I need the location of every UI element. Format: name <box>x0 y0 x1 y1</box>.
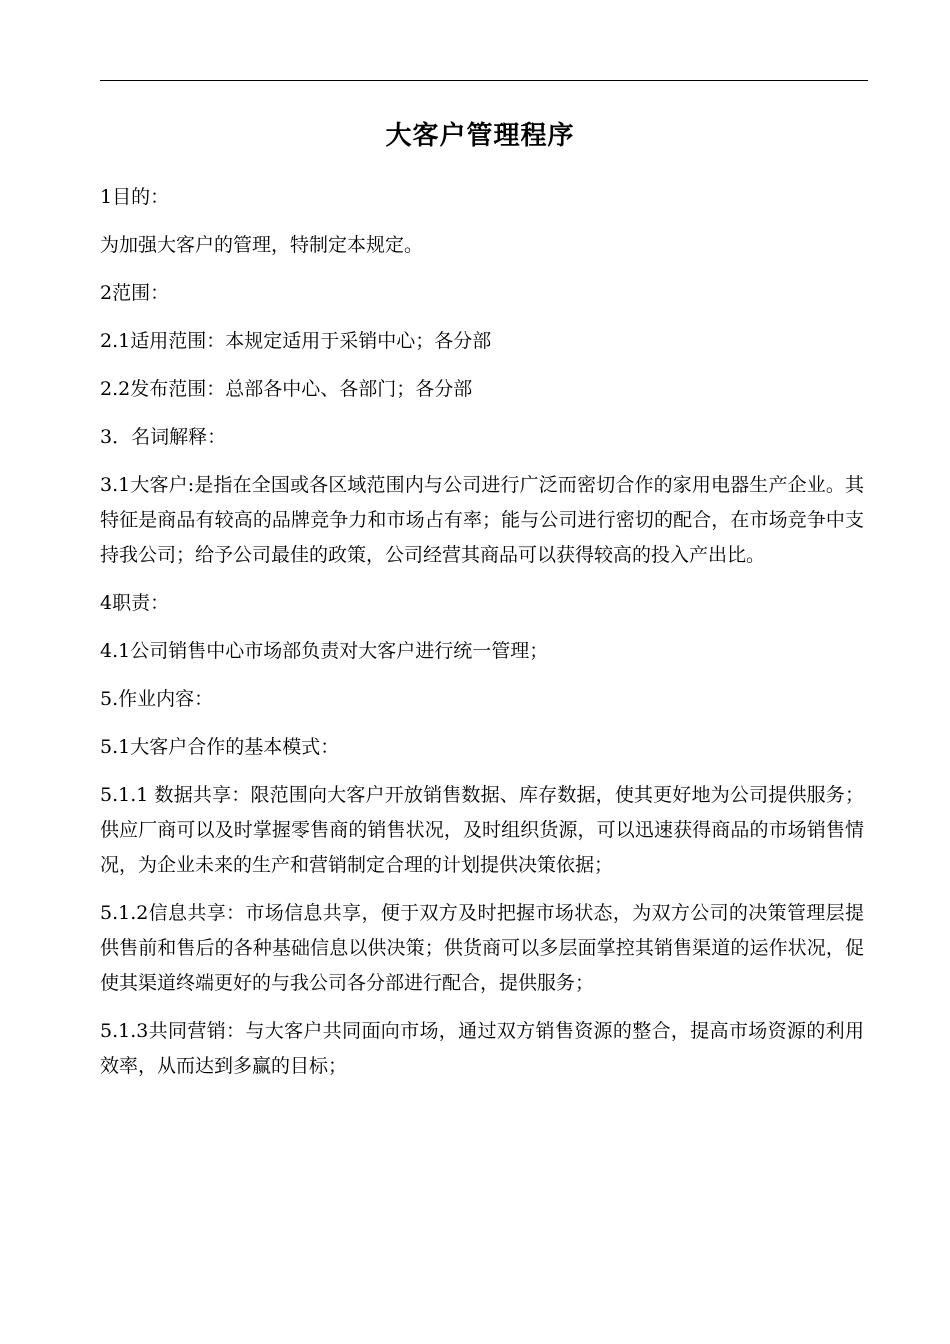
section-3-heading: 3．名词解释： <box>100 426 227 448</box>
section-4-1-text: 4.1公司销售中心市场部负责对大客户进行统一管理； <box>100 640 549 662</box>
section-5-heading: 5.作业内容： <box>100 688 214 710</box>
section-2-heading: 2范围： <box>100 282 170 304</box>
header-rule <box>100 80 868 81</box>
section-2-2-text: 2.2发布范围：总部各中心、各部门；各分部 <box>100 378 473 400</box>
document-body <box>100 180 864 1097</box>
section-2-1-text: 2.1适用范围：本规定适用于采销中心；各分部 <box>100 330 492 352</box>
section-3-1-text: 3.1大客户:是指在全国或各区域范围内与公司进行广泛而密切合作的家用电器生产企业。其特征是商品有较高的品牌竞争力和市场占有率；能与公司进行密切的配合，在市场竞争中支持我公司；给予公司最佳的政策，公司经营其商品可以获得较高的投入产出比。 <box>100 474 864 566</box>
section-5-1-3-text: 5.1.3共同营销：与大客户共同面向市场，通过双方销售资源的整合，提高市场资源的利用效率，从而达到多赢的目标； <box>100 1020 864 1077</box>
document-title: 大客户管理程序 <box>385 121 575 151</box>
section-5-1-2-text: 5.1.2信息共享：市场信息共享，便于双方及时把握市场状态，为双方公司的决策管理层提供售前和售后的各种基础信息以供决策；供货商可以多层面掌控其销售渠道的运作状况，促使其渠道终端更好的与我公司各分部进行配合，提供服务； <box>100 902 864 994</box>
section-5-1-1-text: 5.1.1 数据共享：限范围向大客户开放销售数据、库存数据，使其更好地为公司提供服务；供应厂商可以及时掌握零售商的销售状况，及时组织货源，可以迅速获得商品的市场销售情况，为企业未来的生产和营销制定合理的计划提供决策依据； <box>100 784 864 876</box>
section-1-text: 为加强大客户的管理，特制定本规定。 <box>100 234 424 256</box>
section-4-heading: 4职责： <box>100 592 170 614</box>
section-5-1-heading: 5.1大客户合作的基本模式： <box>100 736 340 758</box>
section-1-heading: 1目的： <box>100 186 170 208</box>
